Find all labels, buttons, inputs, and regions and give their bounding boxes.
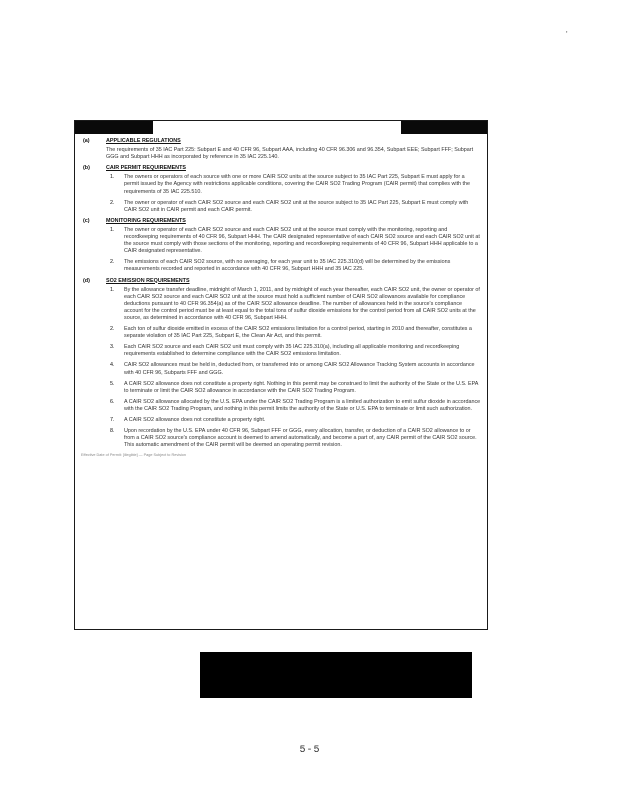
document-body [75, 134, 487, 458]
section-title: SO2 EMISSION REQUIREMENTS [106, 277, 190, 284]
section-number: (a) [83, 138, 90, 144]
item-text: A CAIR SO2 allowance does not constitute a property right. Nothing in this permit may be construed to limit the authority of the State or the U.S. EPA to terminate or limit the CAIR SO2 allowance in accordance with the CAIR SO2 Trading Program. [124, 380, 479, 394]
numbered-item [106, 428, 481, 449]
item-number: 1. [110, 226, 115, 233]
item-number: 1. [110, 286, 115, 293]
section [81, 138, 481, 161]
item-number: 4. [110, 362, 115, 369]
item-number: 2. [110, 259, 115, 266]
item-text: Each ton of sulfur dioxide emitted in excess of the CAIR SO2 emissions limitation for a control period, starting in 2010 and thereafter, constitutes a separate violation of 35 IAC Part 225, Subpart E, the Clean Air Act, and this permit. [124, 326, 472, 340]
numbered-item [106, 326, 481, 340]
section-number: (b) [83, 165, 90, 172]
item-number: 2. [110, 199, 115, 206]
item-text: CAIR SO2 allowances must be held in, deducted from, or transferred into or among CAIR SO2 Allowance Tracking System accounts in accordance with 40 CFR 96, Subparts FFF and GGG. [124, 362, 475, 376]
numbered-item [106, 362, 481, 376]
section [81, 218, 481, 274]
item-number: 3. [110, 344, 115, 351]
section-title: CAIR PERMIT REQUIREMENTS [106, 165, 186, 172]
numbered-item [106, 259, 481, 273]
numbered-item [106, 174, 481, 195]
item-text: A CAIR SO2 allowance allocated by the U.S. EPA under the CAIR SO2 Trading Program is a limited authorization to emit sulfur dioxide in accordance with the CAIR SO2 Trading Program, and nothing in this permit limits the authority of the State or U.S. EPA to terminate or limit such authorization. [124, 398, 481, 412]
item-text: The owner or operator of each CAIR SO2 source and each CAIR SO2 unit at the source must comply with the monitoring, reporting and recordkeeping requirements of 40 CFR 96, Subpart HHH. The CAIR designated representative of each CAIR SO2 source and each CAIR SO2 unit at the source must comply with those sections of the monitoring, reporting and recordkeeping requirements of 40 CFR 96, Subpart HHH applicable to a CAIR designated representative. [124, 226, 480, 255]
numbered-item [106, 227, 481, 255]
numbered-item [106, 287, 481, 322]
item-text: The owners or operators of each source with one or more CAIR SO2 units at the source subject to 35 IAC Part 225, Subpart E must apply for a permit issued by the Agency with restrictions applicable conditions, covering the CAIR SO2 Trading Program (CAIR permit) that complies with the requirements of 35 IAC 225.510. [124, 174, 471, 195]
item-text: Upon recordation by the U.S. EPA under 40 CFR 96, Subpart FFF or GGG, every allocation, transfer, or deduction of a CAIR SO2 allowance to or from a CAIR SO2 source's compliance account is deemed to amend automatically, and become a part of, any CAIR permit of the CAIR SO2 source. This automatic amendment of the CAIR permit will be deemed an operating permit revision. [124, 428, 477, 449]
item-text: The emissions of each CAIR SO2 source, with no averaging, for each year unit to 35 IAC 225.310(d) will be determined by the emissions measurements recorded and reported in accordance with 40 CFR 96, Subpart HHH and 35 IAC 225. [124, 259, 451, 273]
item-number: 1. [110, 174, 115, 181]
item-number: 2. [110, 326, 115, 333]
document-content-box [74, 120, 488, 630]
item-text: The owner or operator of each CAIR SO2 source and each CAIR SO2 unit at the source subject to 35 IAC Part 225, Subpart E must comply with CAIR SO2 unit in CAIR permit and each CAIR permit. [124, 199, 469, 213]
numbered-item [106, 344, 481, 358]
section [81, 278, 481, 450]
item-text: Each CAIR SO2 source and each CAIR SO2 unit must comply with 35 IAC 225.310(a), including all applicable monitoring and recordkeeping requirements established to determine compliance with the CAIR SO2 emissions limitation. [124, 344, 460, 358]
item-number: 6. [110, 398, 115, 405]
page-number: 5-5 [299, 745, 321, 756]
box-footer-text: Effective Date of Permit: [illegible] — Page Subject to Revision [81, 453, 187, 458]
redacted-block [200, 652, 472, 698]
section-title: MONITORING REQUIREMENTS [106, 217, 186, 224]
numbered-item [106, 200, 481, 214]
numbered-item [106, 417, 481, 424]
item-text: By the allowance transfer deadline, midnight of March 1, 2011, and by midnight of each year thereafter, each CAIR SO2 unit, the owner or operator of each CAIR SO2 source and each CAIR SO2 unit at the source must hold a sufficient number of CAIR SO2 allowances available for compliance deductions pursuant to 40 CFR 96.354(a) as of the CAIR SO2 allowance deadline. The number of allowances held in the source's compliance account for the control period must be at least equal to the total tons of sulfur dioxide emissions for the control period from all CAIR SO2 units at the source, as determined in accordance with 40 CFR 96, Subpart HHH. [124, 286, 480, 321]
header-bar [75, 121, 487, 134]
section-title: APPLICABLE REGULATIONS [106, 138, 181, 144]
section-paragraph: The requirements of 35 IAC Part 225: Subpart E and 40 CFR 96, Subpart AAA, including 40 CFR 96.306 and 96.354, Subpart EEE; Subpart FFF; Subpart GGG and Subpart HHH as incorporated by reference in 35 IAC 225.140. [106, 147, 474, 161]
item-number: 5. [110, 380, 115, 387]
item-number: 7. [110, 417, 115, 423]
corner-mark: ' [566, 30, 568, 39]
section [81, 165, 481, 214]
section-number: (d) [83, 277, 90, 284]
header-bar-gap [153, 121, 401, 134]
section-number: (c) [83, 217, 90, 224]
numbered-item [106, 399, 481, 413]
item-text: A CAIR SO2 allowance does not constitute a property right. [124, 417, 266, 423]
numbered-item [106, 381, 481, 395]
item-number: 8. [110, 428, 115, 435]
